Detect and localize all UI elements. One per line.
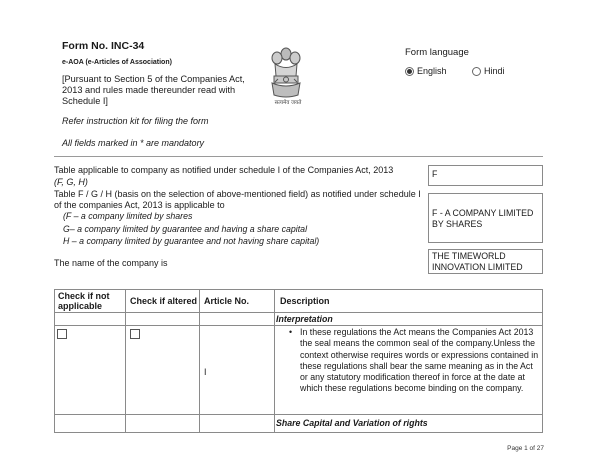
articles-table <box>54 289 543 435</box>
form-subtitle: e-AOA (e-Articles of Association) <box>62 59 172 66</box>
form-number: Form No. INC-34 <box>62 40 145 52</box>
language-english-label: English <box>417 66 447 76</box>
instruction-kit-link[interactable]: Refer instruction kit for filing the form <box>62 116 209 126</box>
schedule-table-field[interactable]: F <box>428 165 543 186</box>
schedule-table-options-hint: (F, G, H) <box>54 177 88 187</box>
radio-english[interactable] <box>405 67 414 76</box>
header-altered: Check if altered <box>130 296 198 306</box>
pursuant-note: [Pursuant to Section 5 of the Companies Act, 2013 and rules made thereunder read with Schedule I] <box>62 74 245 106</box>
form-language-label: Form language <box>405 47 469 58</box>
language-hindi-label: Hindi <box>484 66 505 76</box>
schedule-table-question: Table applicable to company as notified under schedule I of the Companies Act, 2013 <box>54 165 394 175</box>
header-description: Description <box>280 296 330 306</box>
header-divider <box>54 156 543 157</box>
page-number: Page 1 of 27 <box>507 445 544 452</box>
table-option-h: H – a company limited by guarantee and not having share capital) <box>63 236 320 246</box>
table-applicability-question: Table F / G / H (basis on the selection of above-mentioned field) as notified under schedule I of the companies Act, 2013 is applicable to <box>54 189 421 210</box>
section-title-share-capital: Share Capital and Variation of rights <box>276 418 428 428</box>
company-name-field[interactable]: THE TIMEWORLD INNOVATION LIMITED <box>428 249 543 274</box>
table-option-g: G– a company limited by guarantee and having a share capital <box>63 224 308 234</box>
not-applicable-checkbox[interactable] <box>57 329 67 339</box>
language-hindi-option[interactable] <box>472 66 505 76</box>
header-article-no: Article No. <box>204 296 250 306</box>
company-name-label: The name of the company is <box>54 258 168 268</box>
emblem-motto: सत्यमेव जयते <box>274 100 302 106</box>
article-description: • In these regulations the Act means the Companies Act 2013 the seal means the common seal of the company.Unless the context otherwise requires words or expressions contained in these regulations shall bear the same meaning as in the Act or any statutory modification thereof in force at the date at which these regulations become binding on the company. <box>289 327 539 394</box>
radio-hindi[interactable] <box>472 67 481 76</box>
table-applicability-field[interactable]: F - A COMPANY LIMITED BY SHARES <box>428 193 543 243</box>
header-not-applicable: Check if not applicable <box>58 291 110 311</box>
bullet: • <box>289 327 293 337</box>
table-option-f: (F – a company limited by shares <box>63 211 193 221</box>
article-number: I <box>204 367 207 377</box>
mandatory-note: All fields marked in * are mandatory <box>62 138 205 148</box>
section-title-interpretation: Interpretation <box>276 314 333 324</box>
altered-checkbox[interactable] <box>130 329 140 339</box>
language-english-option[interactable] <box>405 66 447 76</box>
